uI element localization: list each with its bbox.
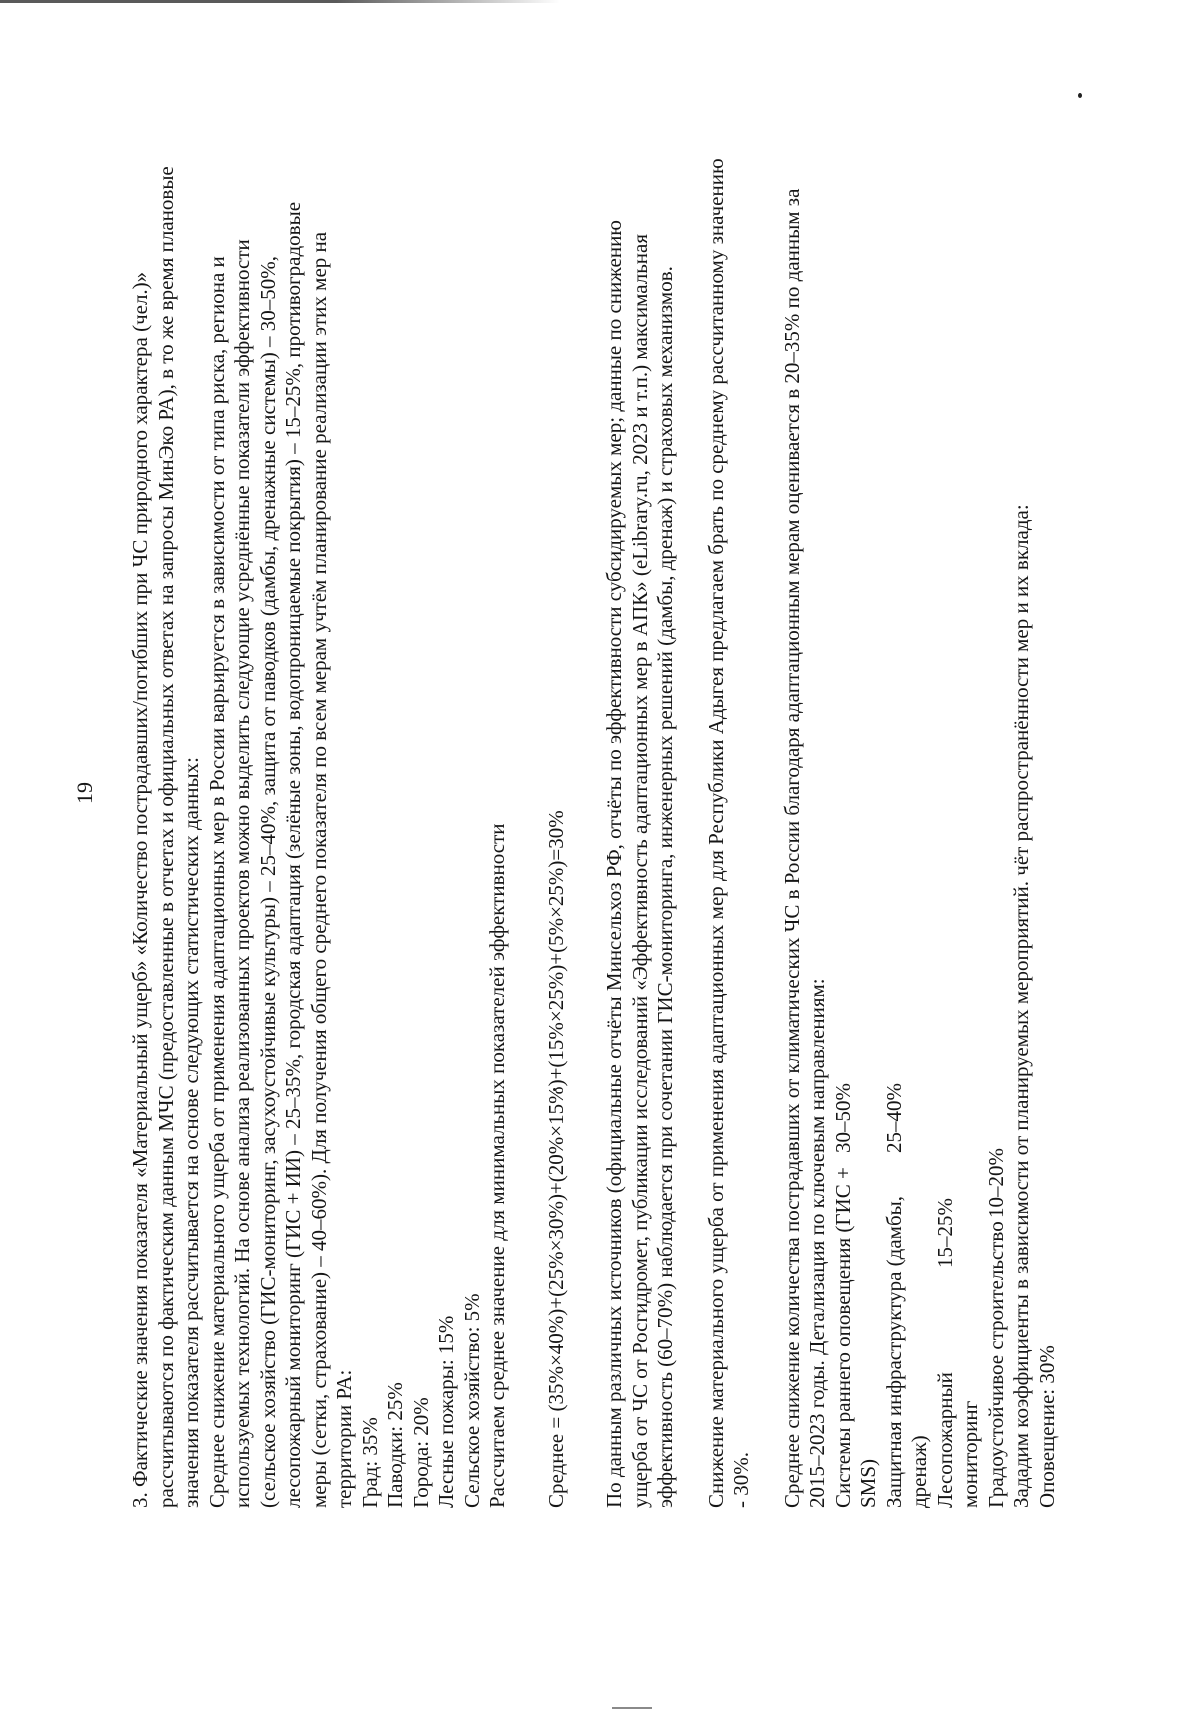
paragraph-indicator-intro: 3. Фактические значения показателя «Материальный ущерб» «Количество пострадавших/погибших при ЧС природного характера (чел.)» рассчитываются по фактическим данным МЧС (предоставленные в отчетах и официальных ответах на запросы МинЭко РА), в то же время плановые значения показателя рассчитывается на основе следующих статистических данных: (128, 166, 203, 1508)
paragraph-proposal: Снижение материального ущерба от применения адаптационных мер для Республики Адыгея предлагаем брать по среднему рассчитанному значению - 30%. (703, 158, 753, 1508)
direction-label: Лесопожарный мониторинг (932, 1372, 982, 1508)
direction-value: 25–40% (881, 1083, 906, 1153)
direction-row (933, 158, 984, 1508)
average-formula: Среднее = (35%×40%)+(25%×30%)+(20%×15%)+(15%×25%)+(5%×25%)=30% (543, 810, 568, 1508)
direction-row (882, 158, 933, 1508)
direction-label: Защитная инфраструктура (дамбы, дренаж) (881, 1195, 931, 1508)
spacer (755, 158, 780, 1508)
risk-share-floods: Паводки: 25% (383, 1382, 407, 1508)
coefficients-line: Зададим коэффициенты в зависимости от планируемых мероприятий. чёт распространённости мер и их вклада: (1009, 504, 1033, 1508)
risk-share-forest-fires: Лесные пожары: 15% (434, 1315, 458, 1508)
paragraph-effectiveness: Среднее снижение материального ущерба от применения адаптационных мер в России варьируется в зависимости от типа риска, региона и используемых технологий. На основе анализа реализованных проектов можно выделить следующие усреднённые показатели эффективности (сельское хозяйство (ГИС-мониторинг, засухоустойчивые культуры) – 25–40%, защита от паводков (дамбы, дренажные системы) – 30–50%, лесопожарный мониторинг (ГИС + ИИ) – 25–35%, городская адаптация (зелёные зоны, водопроницаемые покрытия) – 15–25%, противоградовые меры (сетки, страхование) – 40–60%). Для получения общего среднего показателя по всем мерам учтём планирование реализации этих мер на территории РА: (204, 201, 356, 1508)
alert-line: Оповещение: 30% (1034, 1345, 1059, 1508)
page-content (128, 158, 1060, 1508)
spacer (569, 158, 602, 1508)
direction-row (831, 158, 882, 1508)
direction-label: Системы раннего оповещения (ГИС + SMS) (830, 1167, 880, 1508)
risk-share-cities: Города: 20% (408, 1397, 433, 1508)
page-number: 19 (72, 782, 97, 804)
paragraph-victims: Среднее снижение количества пострадавших от климатических ЧС в России благодаря адаптационным мерам оценивается в 20–35% по данным за 2015–2023 годы. Детализация по ключевым направлениям: (779, 188, 829, 1508)
spacer (511, 158, 544, 1508)
direction-value: 30–50% (830, 1083, 855, 1153)
risk-share-hail: Град: 35% (357, 1417, 382, 1508)
risk-share-agriculture: Сельское хозяйство: 5% (459, 1293, 484, 1508)
direction-label: Градоустойчивое строительство (983, 1221, 1008, 1508)
spacer (679, 158, 704, 1508)
calc-intro: Рассчитаем среднее значение для минимальных показателей эффективности (485, 823, 509, 1508)
direction-value: 10–20% (983, 1148, 1008, 1218)
direction-row (984, 158, 1010, 1508)
paragraph-sources: По данным различных источников (официальные отчёты Минсельхоз РФ, отчёты по эффективности субсидируемых мер; данные по снижению ущерба от ЧС от Росгидромет, публикации исследований «Эффективность адаптационных мер в АПК» (eLibrary.ru, 2023 и т.п.) максимальная эффективность (60–70%) наблюдается при сочетании ГИС-мониторинга, инженерных решений (дамбы, дренаж) и страховых механизмов. (602, 220, 677, 1508)
direction-value: 15–25% (932, 1198, 957, 1268)
